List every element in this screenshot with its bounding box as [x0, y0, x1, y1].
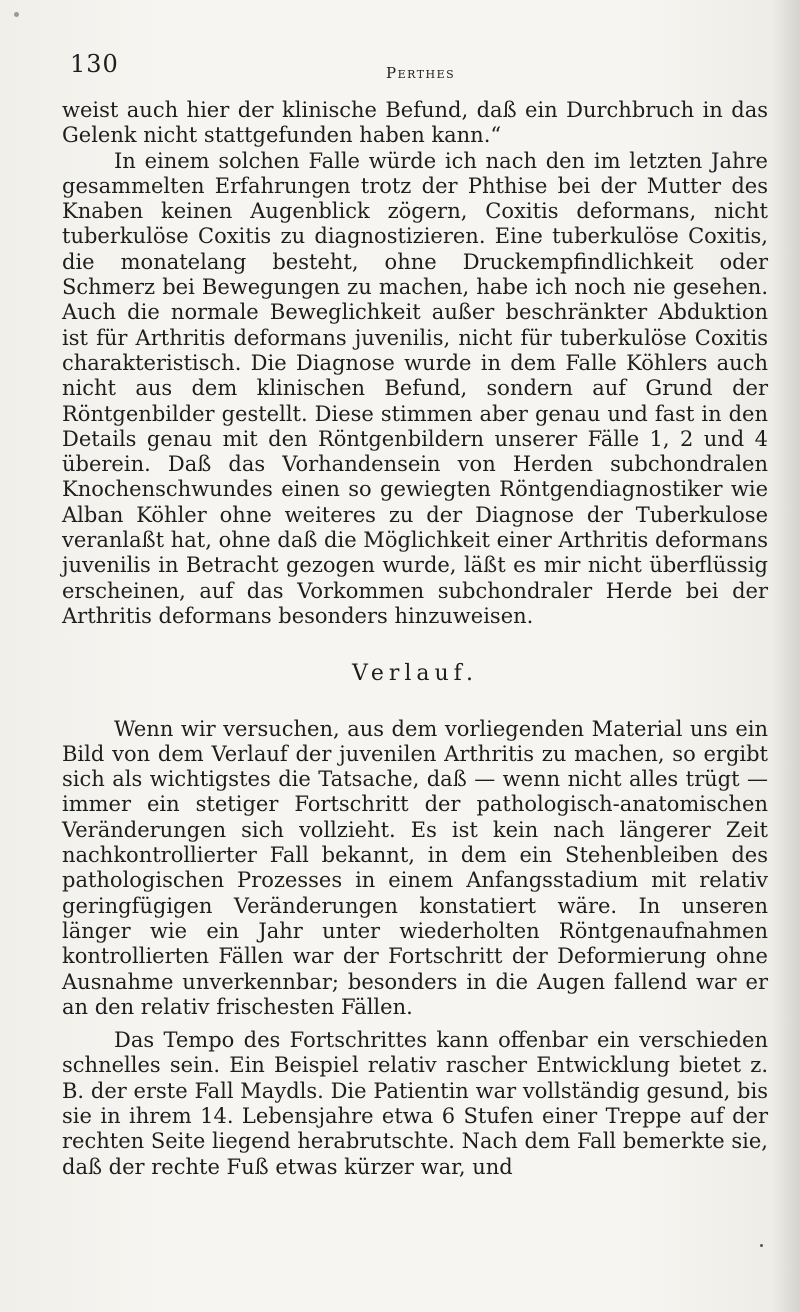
page-number: 130 — [70, 50, 119, 78]
page-edge-shadow — [772, 0, 800, 1312]
speck-mark — [14, 12, 19, 17]
paragraph-continued: weist auch hier der klinische Befund, daß ein Durchbruch in das Gelenk nicht stattgefunden haben kann.“ — [62, 98, 768, 148]
running-head: Perthes — [386, 64, 456, 82]
paragraph: Wenn wir versuchen, aus dem vorliegenden Material uns ein Bild von dem Verlauf der juvenilen Arthritis zu machen, so ergibt sich als wichtigstes die Tatsache, daß — wenn nicht alles trügt — immer ein stetiger Fortschritt der pathologisch-anatomischen Veränderungen sich vollzieht. Es ist kein nach längerer Zeit nachkontrollierter Fall bekannt, in dem ein Stehenbleiben des pathologischen Prozesses in einem Anfangsstadium mit relativ geringfügigen Veränderungen konstatiert wäre. In unseren länger wie ein Jahr unter wiederholten Röntgenaufnahmen kontrollierten Fällen war der Fortschritt der Deformierung ohne Ausnahme unverkennbar; besonders in die Augen fallend war er an den relativ frischesten Fällen. — [62, 716, 768, 1019]
body-text — [62, 98, 768, 1180]
speck-mark — [760, 1244, 763, 1247]
section-heading: Verlauf. — [351, 661, 479, 687]
paragraph: In einem solchen Falle würde ich nach den im letzten Jahre gesammelten Erfahrungen trotz der Phthise bei der Mutter des Knaben keinen Augenblick zögern, Coxitis deformans, nicht tuberkulöse Coxitis zu diagnostizieren. Eine tuberkulöse Coxitis, die monatelang besteht, ohne Druckempfindlichkeit oder Schmerz bei Bewegungen zu machen, habe ich noch nie gesehen. Auch die normale Beweglichkeit außer beschränkter Abduktion ist für Arthritis deformans juvenilis, nicht für tuberkulöse Coxitis charakteristisch. Die Diagnose wurde in dem Falle Köhlers auch nicht aus dem klinischen Befund, sondern auf Grund der Röntgenbilder gestellt. Diese stimmen aber genau und fast in den Details genau mit den Röntgenbildern unserer Fälle 1, 2 und 4 überein. Daß das Vorhandensein von Herden subchondralen Knochenschwundes einen so gewiegten Röntgendiagnostiker wie Alban Köhler ohne weiteres zu der Diagnose der Tuberkulose veranlaßt hat, ohne daß die Möglichkeit einer Arthritis deformans juvenilis in Betracht gezogen wurde, läßt es mir nicht überflüssig erscheinen, auf das Vorkommen subchondraler Herde bei der Arthritis deformans besonders hinzuweisen. — [62, 148, 769, 628]
paragraph: Das Tempo des Fortschrittes kann offenbar ein verschieden schnelles sein. Ein Beispiel relativ rascher Entwicklung bietet z. B. der erste Fall Maydls. Die Patientin war vollständig gesund, bis sie in ihrem 14. Lebensjahre etwa 6 Stufen einer Treppe auf der rechten Seite liegend herabrutschte. Nach dem Fall bemerkte sie, daß der rechte Fuß etwas kürzer war, und — [62, 1028, 768, 1179]
